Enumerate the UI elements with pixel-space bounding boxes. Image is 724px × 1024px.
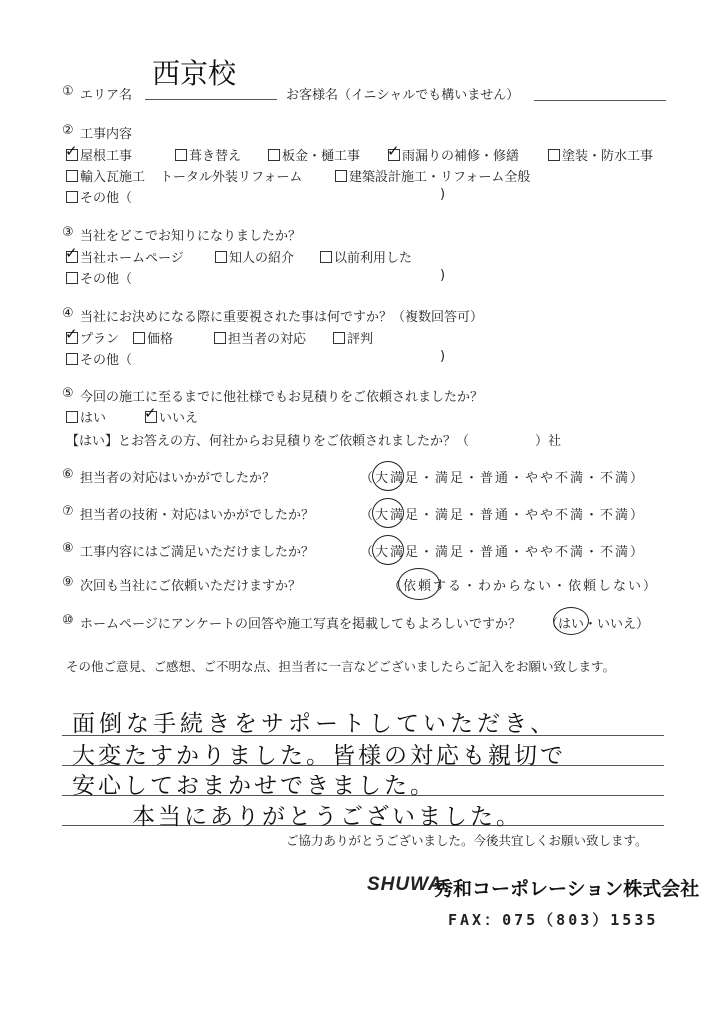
q7-selected-circle-icon <box>372 498 404 528</box>
q6-title: 担当者の対応はいかがでしたか？ <box>80 471 276 486</box>
q3-option-homepage[interactable]: ✓当社ホームページ <box>66 247 184 266</box>
comment-text-3[interactable]: 安心しておまかせできました。 <box>72 773 436 799</box>
company-logo: SHUWA <box>367 874 443 895</box>
q9-scale[interactable]: （依頼する・わからない・依頼しない） <box>388 579 659 594</box>
q1-area-label: エリア名 <box>80 88 133 103</box>
q9-selected-circle-icon <box>398 568 440 600</box>
q8-scale[interactable]: （大満足・満足・普通・やや不満・不満） <box>360 545 646 560</box>
q6-scale[interactable]: （大満足・満足・普通・やや不満・不満） <box>360 471 646 486</box>
company-name: 秀和コーポレーション株式会社 <box>434 878 700 900</box>
q9-title: 次回も当社にご依頼いただけますか？ <box>80 579 302 594</box>
q10-scale[interactable]: （はい・いいえ） <box>545 617 650 632</box>
q10-selected-circle-icon <box>553 607 589 635</box>
q4-option-other[interactable]: その他（ <box>66 349 132 368</box>
q4-title: 当社にお決めになる際に重要視された事は何ですか？（複数回答可） <box>80 310 484 325</box>
comment-text-2[interactable]: 大変たすかりました。皆様の対応も親切で <box>72 743 566 769</box>
checkbox-icon <box>548 149 560 161</box>
checkbox-checked-icon <box>145 411 157 423</box>
q2-option-total-exterior: トータル外装リフォーム <box>160 170 303 185</box>
checkbox-icon <box>66 272 78 284</box>
checkbox-icon <box>320 251 332 263</box>
q2-option-architecture[interactable]: 建築設計施工・リフォーム全般 <box>335 166 530 185</box>
comments-prompt: その他ご意見、ご感想、ご不明な点、担当者に一言などございましたらご記入をお願い致します。 <box>66 659 616 674</box>
q2-option-imported-tile[interactable]: 輸入瓦施工 <box>66 166 145 185</box>
q4-option-plan[interactable]: ✓プラン <box>66 328 119 347</box>
q6-selected-circle-icon <box>372 461 404 491</box>
q2-option-roof[interactable]: ✓屋根工事 <box>66 145 132 164</box>
q4-option-reputation[interactable]: 評判 <box>333 328 373 347</box>
checkbox-icon <box>268 149 280 161</box>
q2-option-other[interactable]: その他（ <box>66 187 132 206</box>
q1-area-underline <box>145 99 277 100</box>
q6-number: ⑥ <box>62 467 74 482</box>
q8-selected-circle-icon <box>372 535 404 565</box>
checkbox-checked-icon <box>66 251 78 263</box>
q2-title: 工事内容 <box>80 127 133 142</box>
q3-number: ③ <box>62 225 74 240</box>
q3-option-other[interactable]: その他（ <box>66 268 132 287</box>
q4-other-close: ) <box>440 349 446 364</box>
checkbox-icon <box>133 332 145 344</box>
checkbox-icon <box>214 332 226 344</box>
q1-customer-underline[interactable] <box>534 100 666 101</box>
checkbox-icon <box>66 191 78 203</box>
q7-number: ⑦ <box>62 504 74 519</box>
q5-followup: 【はい】とお答えの方、何社からお見積りをご依頼されましたか？（ <box>66 434 470 449</box>
q5-followup-end: ）社 <box>535 434 562 449</box>
checkbox-icon <box>66 353 78 365</box>
comment-text-4[interactable]: 本当にありがとうございました。 <box>132 804 522 830</box>
q1-area-value[interactable]: 西京校 <box>152 57 237 90</box>
q5-option-no[interactable]: ✓ いいえ <box>145 407 198 426</box>
thanks-text: ご協力ありがとうございました。今後共宜しくお願い致します。 <box>286 833 648 848</box>
q10-title: ホームページにアンケートの回答や施工写真を掲載してもよろしいですか？ <box>80 617 521 632</box>
q1-number: ① <box>62 84 74 99</box>
q3-option-referral[interactable]: 知人の紹介 <box>215 247 294 266</box>
checkbox-icon <box>66 170 78 182</box>
q7-title: 担当者の技術・対応はいかがでしたか？ <box>80 508 315 523</box>
q1-customer-label: お客様名（イニシャルでも構いません） <box>286 88 520 103</box>
q3-title: 当社をどこでお知りになりましたか？ <box>80 229 302 244</box>
checkbox-icon <box>175 149 187 161</box>
q3-option-previous[interactable]: 以前利用した <box>320 247 412 266</box>
q4-number: ④ <box>62 306 74 321</box>
q2-number: ② <box>62 123 74 138</box>
q5-number: ⑤ <box>62 386 74 401</box>
q2-option-paint-waterproof[interactable]: 塗装・防水工事 <box>548 145 653 164</box>
checkbox-icon <box>66 411 78 423</box>
q2-other-close: ) <box>440 187 446 202</box>
q7-scale[interactable]: （大満足・満足・普通・やや不満・不満） <box>360 508 646 523</box>
q8-number: ⑧ <box>62 541 74 556</box>
checkbox-icon <box>335 170 347 182</box>
checkbox-checked-icon <box>66 149 78 161</box>
q2-option-sheet-metal[interactable]: 板金・樋工事 <box>268 145 360 164</box>
q9-number: ⑨ <box>62 575 74 590</box>
q2-option-leak-repair[interactable]: ✓ 雨漏りの補修・修繕 <box>388 145 519 164</box>
q4-option-price[interactable]: 価格 <box>133 328 173 347</box>
comment-text-1[interactable]: 面倒な手続きをサポートしていただき、 <box>72 711 558 737</box>
company-fax: FAX：075（803）1535 <box>448 911 659 929</box>
q4-option-staff[interactable]: 担当者の対応 <box>214 328 306 347</box>
checkbox-icon <box>333 332 345 344</box>
q10-number: ⑩ <box>62 613 74 628</box>
checkbox-checked-icon <box>66 332 78 344</box>
q5-option-yes[interactable]: はい <box>66 407 106 426</box>
checkbox-icon <box>215 251 227 263</box>
q8-title: 工事内容にはご満足いただけましたか？ <box>80 545 315 560</box>
checkbox-checked-icon <box>388 149 400 161</box>
q2-option-reroof[interactable]: 葺き替え <box>175 145 241 164</box>
q5-title: 今回の施工に至るまでに他社様でもお見積りをご依頼されましたか？ <box>80 390 484 405</box>
q3-other-close: ) <box>440 268 446 283</box>
